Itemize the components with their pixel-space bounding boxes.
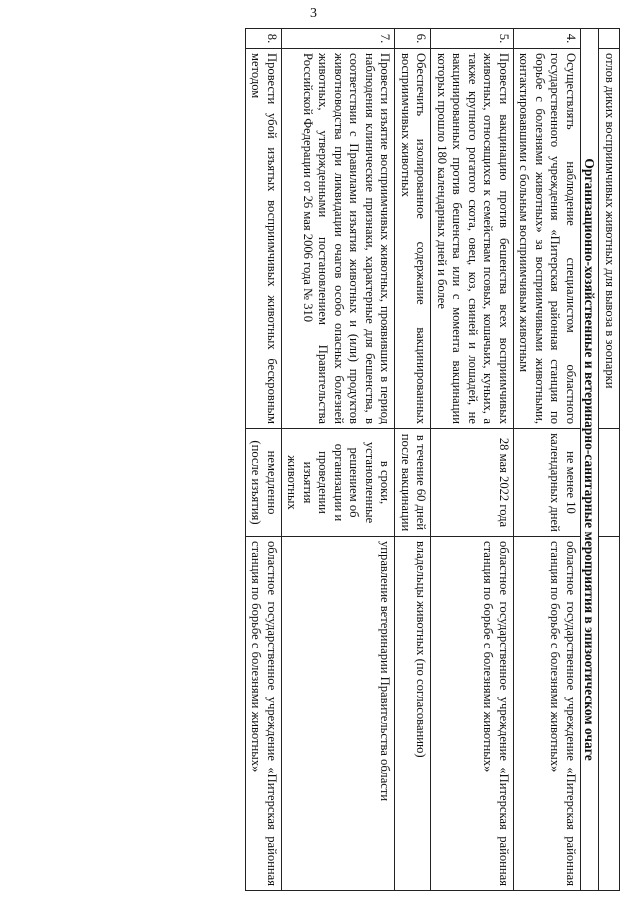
row-term: не менее 10 календарных дней	[514, 429, 581, 537]
row-executor: областное государственное учреждение «Питерская районная станция по борьбе с болезнями животных»	[246, 537, 282, 891]
row-term	[599, 429, 620, 537]
row-executor: управление ветеринарии Правительства области	[282, 537, 396, 891]
table-row	[514, 29, 581, 891]
row-number: 6.	[395, 29, 431, 49]
row-executor: областное государственное учреждение «Питерская районная станция по борьбе с болезнями животных»	[431, 537, 514, 891]
row-term: 28 мая 2022 года	[431, 429, 514, 537]
row-action: Провести изъятие восприимчивых животных, проявивших в период наблюдения клинические признаки, характерные для бешенства, в соответствии с Правилами изъятия животных и (или) продуктов животноводства при ликвидации очагов особо опасных болезней животных, утвержденными постановлением Правительства Российской Федерации от 26 мая 2006 года № 310	[282, 49, 396, 429]
section-title: Организационно-хозяйственные и ветеринарно-санитарные мероприятия в эпизоотическом очаге	[581, 29, 600, 891]
rotated-table-wrapper	[90, 28, 620, 890]
table-row	[282, 29, 396, 891]
row-term: в течение 60 дней после вакцинации	[395, 429, 431, 537]
row-action: Обеспечить изолированное содержание вакцинированных восприимчивых животных	[395, 49, 431, 429]
row-action: отлов диких восприимчивых животных для вывоза в зоопарки	[599, 49, 620, 429]
section-heading-row	[581, 29, 600, 891]
row-number: 4.	[514, 29, 581, 49]
row-number: 5.	[431, 29, 514, 49]
row-number: 7.	[282, 29, 396, 49]
row-number: 8.	[246, 29, 282, 49]
table-row	[395, 29, 431, 891]
row-action: Провести вакцинацию против бешенства всех восприимчивых животных, относящихся к семействам псовых, кошачьих, куньих, а также крупного рогатого скота, овец, коз, свиней и лошадей, не вакцинированных против бешенства или с момента вакцинации которых прошло 180 календарных дней и более	[431, 49, 514, 429]
row-executor: областное государственное учреждение «Питерская районная станция по борьбе с болезнями животных»	[514, 537, 581, 891]
row-action: Осуществлять наблюдение специалистом областного государственного учреждения «Питерская районная станция по борьбе с болезнями животных» за восприимчивыми животными, контактировавшими с больным восприимчивым животным	[514, 49, 581, 429]
row-term: в сроки, установленные решением об организации и проведении изъятия животных	[282, 429, 396, 537]
page-number: 3	[310, 6, 317, 21]
table-row-continuation	[599, 29, 620, 891]
row-executor	[599, 537, 620, 891]
measures-table	[245, 28, 620, 891]
row-number	[599, 29, 620, 49]
row-term: немедленно (после изъятия)	[246, 429, 282, 537]
table-row	[246, 29, 282, 891]
table-row	[431, 29, 514, 891]
row-executor: владельцы животных (по согласованию)	[395, 537, 431, 891]
row-action: Провести убой изъятых восприимчивых животных бескровным методом	[246, 49, 282, 429]
